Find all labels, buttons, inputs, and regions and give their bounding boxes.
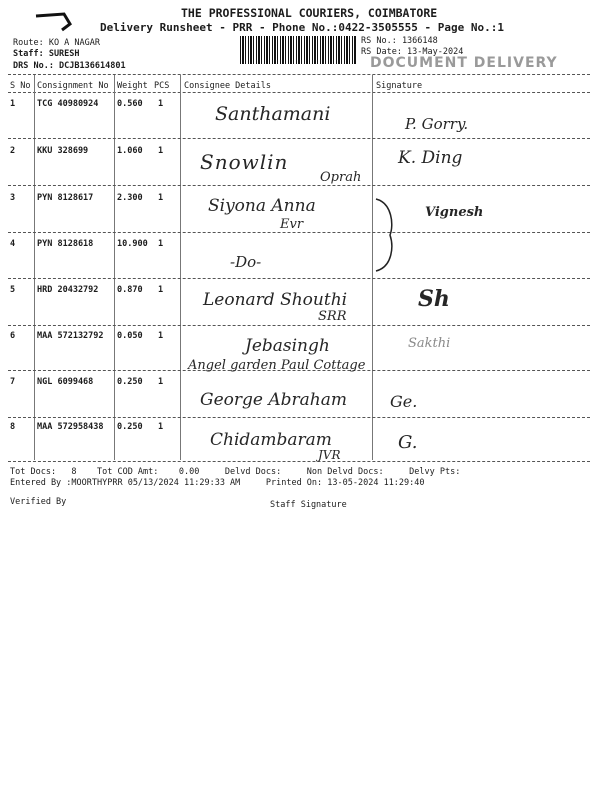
- barcode: [240, 36, 356, 64]
- row-consignment: MAA 572958438: [37, 422, 104, 432]
- consignee-handwritten-note: Evr: [280, 217, 304, 232]
- signature-handwritten: P. Gorry.: [405, 115, 469, 133]
- row-pcs: 1: [158, 239, 164, 249]
- row-sno: 7: [10, 377, 16, 387]
- row-sno: 1: [10, 99, 16, 109]
- rs-date: RS Date: 13-May-2024: [361, 47, 464, 57]
- consignee-handwritten-name: Snowlin: [200, 150, 289, 174]
- row-sno: 6: [10, 331, 16, 341]
- entered-by-line: Entered By :MOORTHYPRR 05/13/2024 11:29:33 AM Printed On: 13-05-2024 11:29:40: [10, 478, 425, 488]
- row-weight: 0.250: [117, 422, 143, 432]
- company-title: THE PROFESSIONAL COURIERS, COIMBATORE: [181, 6, 438, 20]
- row-pcs: 1: [158, 377, 164, 387]
- rs-number: RS No.: 1366148: [361, 36, 438, 46]
- consignee-handwritten-name: Jebasingh: [245, 336, 330, 356]
- row-consignment: HRD 20432792: [37, 285, 99, 295]
- consignee-handwritten-note: SRR: [318, 309, 347, 324]
- row-weight: 1.060: [117, 146, 143, 156]
- row-weight: 0.250: [117, 377, 143, 387]
- header-signature: Signature: [376, 81, 423, 91]
- row-weight: 0.560: [117, 99, 143, 109]
- consignee-handwritten-name: Leonard Shouthi: [203, 290, 348, 310]
- row-pcs: 1: [158, 331, 164, 341]
- signature-handwritten: Sh: [418, 286, 450, 312]
- signature-handwritten: G.: [398, 432, 418, 453]
- consignee-handwritten-name: Chidambaram: [210, 430, 332, 450]
- header-weight: Weight: [117, 81, 148, 91]
- row-weight: 0.050: [117, 331, 143, 341]
- row-pcs: 1: [158, 193, 164, 203]
- row-consignment: PYN 8128618: [37, 239, 94, 249]
- header-consignee-details: Consignee Details: [184, 81, 271, 91]
- consignee-handwritten-note: Angel garden Paul Cottage: [188, 358, 366, 373]
- signature-handwritten: K. Ding: [398, 148, 463, 168]
- row-pcs: 1: [158, 285, 164, 295]
- consignee-handwritten-name: Santhamani: [215, 103, 331, 125]
- brace-mark: [372, 195, 402, 275]
- header-pcs: PCS: [154, 81, 170, 91]
- row-sno: 2: [10, 146, 16, 156]
- row-sno: 4: [10, 239, 16, 249]
- row-pcs: 1: [158, 146, 164, 156]
- row-sno: 5: [10, 285, 16, 295]
- drs-number: DRS No.: DCJB136614801: [13, 61, 126, 71]
- row-sno: 3: [10, 193, 16, 203]
- header-sno: S No: [10, 81, 31, 91]
- row-consignment: MAA 572132792: [37, 331, 104, 341]
- signature-handwritten: Vignesh: [425, 205, 484, 220]
- row-consignment: NGL 6099468: [37, 377, 94, 387]
- consignee-handwritten-name: Siyona Anna: [208, 196, 316, 216]
- header-consignment: Consignment No: [37, 81, 109, 91]
- row-consignment: TCG 40980924: [37, 99, 99, 109]
- row-weight: 10.900: [117, 239, 148, 249]
- pen-scribble-mark: [34, 10, 74, 34]
- route-text: Route: KO A NAGAR: [13, 38, 100, 48]
- signature-handwritten: Ge.: [390, 392, 418, 411]
- row-sno: 8: [10, 422, 16, 432]
- row-pcs: 1: [158, 99, 164, 109]
- runsheet-title: Delivery Runsheet - PRR - Phone No.:0422-3505555 - Page No.:1: [100, 21, 504, 34]
- staff-text: Staff: SURESH: [13, 49, 80, 59]
- staff-signature-label: Staff Signature: [270, 500, 347, 510]
- consignee-handwritten-note: JVR: [318, 448, 341, 462]
- row-pcs: 1: [158, 422, 164, 432]
- row-weight: 0.870: [117, 285, 143, 295]
- consignee-handwritten-note: Oprah: [320, 170, 362, 185]
- signature-handwritten: Sakthi: [408, 336, 451, 351]
- row-consignment: PYN 8128617: [37, 193, 94, 203]
- consignee-handwritten-name: -Do-: [230, 253, 262, 271]
- document-delivery-stamp: DOCUMENT DELIVERY: [370, 55, 558, 71]
- totals-line: Tot Docs: 8 Tot COD Amt: 0.00 Delvd Docs: Non Delvd Docs: Delvy Pts:: [10, 467, 461, 477]
- row-weight: 2.300: [117, 193, 143, 203]
- consignee-handwritten-name: George Abraham: [200, 390, 347, 410]
- verified-by-label: Verified By: [10, 497, 67, 507]
- row-consignment: KKU 328699: [37, 146, 89, 156]
